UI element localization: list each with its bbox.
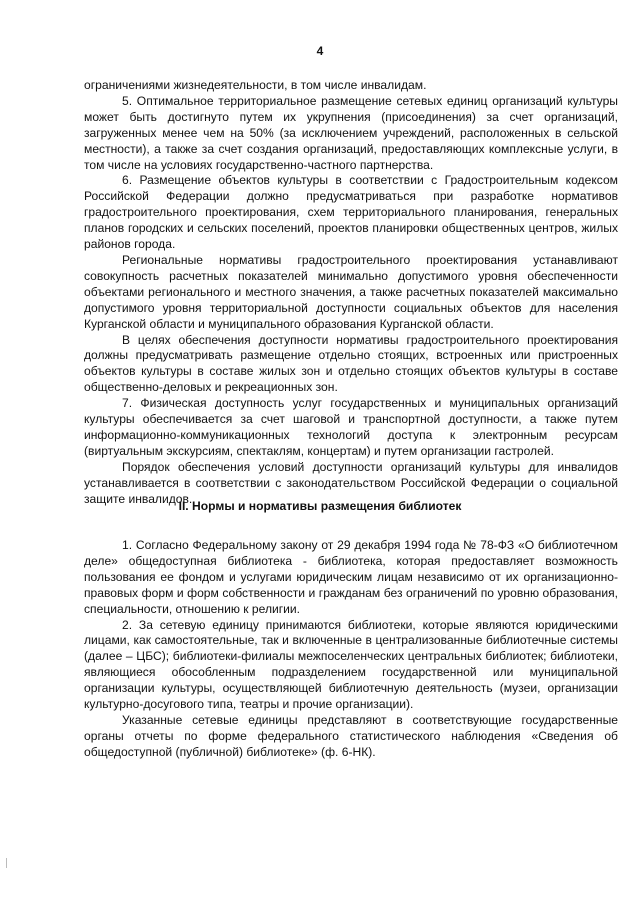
paragraph: 2. За сетевую единицу принимаются библиотеки, которые являются юридическими лицами, как самостоятельные, так и включенные в централизованные библиотечные системы (далее – ЦБС); библиотеки-филиалы межпоселенческих центральных библиотек; библиотеки, являющиеся обособленным подразделением государственной или муниципальной организации культуры, осуществляющей библиотечную деятельность (музеи, организации культурно-досугового типа, театры и прочие организации). — [84, 617, 618, 712]
paragraph: 1. Согласно Федеральному закону от 29 декабря 1994 года № 78-ФЗ «О библиотечном деле» общедоступная библиотека - библиотека, которая предоставляет возможность пользования ее фондом и услугами юридическим лицам независимо от их организационно-правовых форм и форм собственности и гражданам без ограничений по уровню образования, специальности, отношению к религии. — [84, 538, 618, 616]
paragraph: 5. Оптимальное территориальное размещение сетевых единиц организаций культуры может быть достигнуто путем их укрупнения (присоединения) за счет организаций, загруженных менее чем на 50% (за исключением учреждений, расположенных в сельской местности), а также за счет создания организаций, предоставляющих комплексные услуги, в том числе на условиях государственно-частного партнерства. — [84, 93, 618, 172]
paragraph: Порядок обеспечения условий доступности организаций культуры для инвалидов устанавливается в соответствии с законодательством Российской Федерации о социальной защите инвалидов. — [84, 459, 618, 506]
paragraph: 7. Физическая доступность услуг государственных и муниципальных организаций культуры обеспечивается за счет шаговой и транспортной доступности, а также путем информационно-коммуникационных технологий доступа к электронным ресурсам (виртуальным экскурсиям, спектаклям, концертам) и путем организации гастролей. — [84, 396, 618, 458]
paragraph: ограничениями жизнедеятельности, в том числе инвалидам. — [84, 78, 427, 92]
paragraph: Указанные сетевые единицы представляют в соответствующие государственные органы отчеты по форме федерального статистического наблюдения «Сведения об общедоступной (публичной) библиотеке» (ф. 6-НК). — [84, 712, 618, 759]
margin-mark — [6, 858, 7, 868]
paragraph: В целях обеспечения доступности нормативы градостроительного проектирования должны предусматривать размещение отдельно стоящих, встроенных или пристроенных объектов культуры в составе жилых зон и отдельно стоящих объектов культуры в составе общественно-деловых и рекреационных зон. — [84, 332, 618, 395]
paragraph: Региональные нормативы градостроительного проектирования устанавливают совокупность расчетных показателей минимально допустимого уровня обеспеченности объектами регионального и местного значения, а также расчетных показателей максимально допустимого уровня территориальной доступности социальных объектов для населения Курганской области и муниципального образования Курганской области. — [84, 252, 618, 331]
body-text-bottom — [84, 538, 618, 761]
page-number: 4 — [316, 44, 324, 58]
body-text-top — [84, 78, 618, 507]
paragraph: 6. Размещение объектов культуры в соответствии с Градостроительным кодексом Российской Федерации должно предусматриваться при разработке нормативов градостроительного проектирования, схем территориального планирования, генеральных планов городских и сельских поселений, проектов планировки общественных центров, жилых районов города. — [84, 173, 618, 252]
section-heading: II. Нормы и нормативы размещения библиотек — [178, 499, 462, 513]
